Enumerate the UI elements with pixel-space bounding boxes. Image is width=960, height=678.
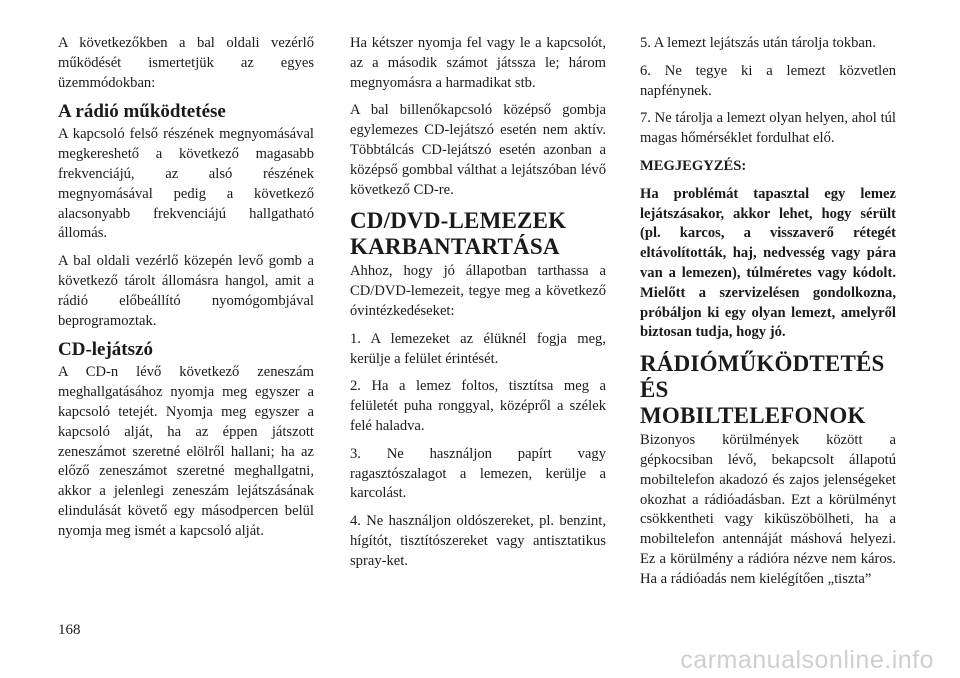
center-button-paragraph: A bal billenőkapcsoló középső gombja egylemezes CD-lejátszó esetén nem aktív. Többtálcás CD-lejátszó esetén azonban a középső gombbal válthat a lejátszóban lévő következő CD-re. bbox=[350, 102, 606, 198]
column-2 bbox=[350, 34, 606, 580]
list-item: 7. Ne tárolja a lemezt olyan helyen, ahol túl magas hőmérséklet fordulhat elő. bbox=[640, 110, 896, 147]
intro-paragraph: A következőkben a bal oldali vezérlő működését ismertetjük az egyes üzemmódokban: bbox=[58, 35, 314, 91]
list-item: 4. Ne használjon oldószereket, pl. benzint, hígítót, tisztítószereket vagy antisztatikus spray-ket. bbox=[350, 513, 606, 569]
radio-paragraph-2: A bal oldali vezérlő közepén levő gomb a következő tárolt állomásra hangol, amit a rádió előbeállító nyomógombjával beprogramoztak. bbox=[58, 253, 314, 329]
note-label: MEGJEGYZÉS: bbox=[640, 157, 747, 174]
radio-phone-heading: RÁDIÓMŰKÖDTETÉS ÉS MOBILTELEFONOK bbox=[640, 351, 885, 429]
cd-paragraph: A CD-n lévő következő zeneszám meghallgatásához nyomja meg egyszer a kapcsoló tetejét. Nyomja meg egyszer a kapcsoló alját, ha az éppen játszott zeneszámot szeretné elölről hallani; ha az előző zeneszámot szeretné meghallgatni, akkor a jelenlegi zeneszám lejátszásának elindulását követő egy másodpercen belül nyomja meg ismét a kapcsoló alját. bbox=[58, 364, 314, 539]
disc-care-heading: CD/DVD-LEMEZEK KARBANTARTÁSA bbox=[350, 208, 567, 260]
list-item: 5. A lemezt lejátszás után tárolja tokban. bbox=[640, 35, 876, 51]
list-item: 6. Ne tegye ki a lemezt közvetlen napfénynek. bbox=[640, 62, 896, 99]
radio-heading: A rádió működtetése bbox=[58, 101, 226, 123]
note-text: Ha problémát tapasztal egy lemez lejátszásakor, akkor lehet, hogy sérült (pl. karcos, a visszaverő rétegét eltávolították, haj, nedvesség vagy pára van a lemezen), túlméretes vagy kódolt. Mielőtt a szervizelésen gondolkozna, próbáljon ki egy olyan lemezt, amelyről biztosan tudja, hogy jó. bbox=[640, 185, 896, 341]
radio-phone-paragraph: Bizonyos körülmények között a gépkocsiban lévő, bekapcsolt állapotú mobiltelefon akadozó és zajos jelenségeket okozhat a rádióadásban. Ezt a körülményt csökkentheti vagy kiküszöbölheti, ha a mobiltelefon antennáját máshová helyezi. Ez a körülmény a rádióra nézve nem káros. Ha a rádióadás nem kielégítően „tiszta” bbox=[640, 432, 896, 587]
cd-heading: CD-lejátszó bbox=[58, 339, 153, 361]
watermark: carmanualsonline.info bbox=[680, 646, 934, 674]
skip-paragraph: Ha kétszer nyomja fel vagy le a kapcsolót, az a második számot játssza le; három megnyomásra a harmadikat stb. bbox=[350, 35, 606, 91]
column-1 bbox=[58, 34, 314, 550]
list-item: 1. A lemezeket az élüknél fogja meg, kerülje a felület érintését. bbox=[350, 330, 606, 367]
list-item: 2. Ha a lemez foltos, tisztítsa meg a felületét puha ronggyal, középről a szélek felé haladva. bbox=[350, 378, 606, 434]
radio-paragraph-1: A kapcsoló felső részének megnyomásával megkereshető a következő magasabb frekvenciájú, az alsó részének megnyomásával pedig a következő alacsonyabb frekvenciájú hallgatható állomás. bbox=[58, 126, 314, 242]
column-3 bbox=[640, 34, 896, 598]
disc-care-intro: Ahhoz, hogy jó állapotban tarthassa a CD/DVD-lemezeit, tegye meg a következő óvintézkedéseket: bbox=[350, 263, 606, 319]
list-item: 3. Ne használjon papírt vagy ragasztószalagot a lemezen, kerülje a karcolást. bbox=[350, 445, 606, 502]
page-number: 168 bbox=[58, 622, 81, 638]
